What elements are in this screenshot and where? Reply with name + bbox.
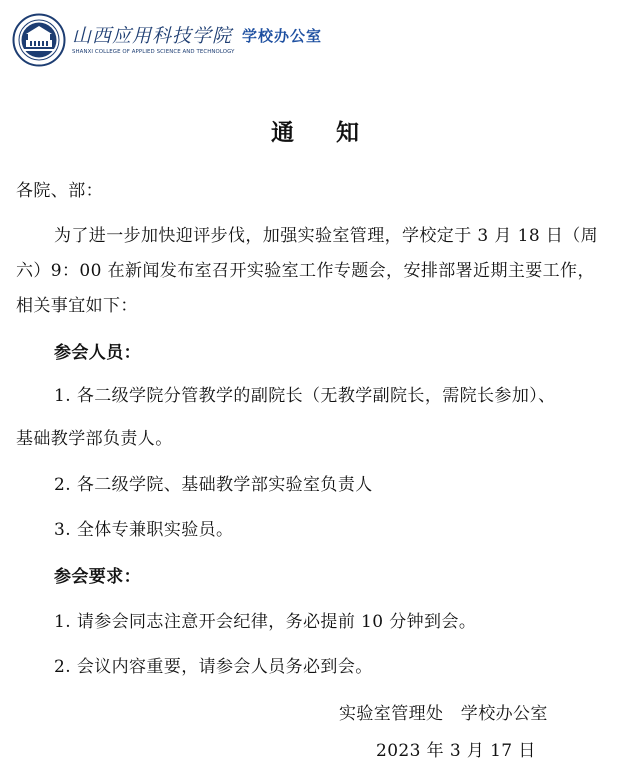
notice-title bbox=[0, 114, 632, 147]
attendees-heading: 参会人员： bbox=[54, 343, 141, 363]
body-line-1: 为了进一步加快迎评步伐，加强实验室管理，学校定于 3 月 18 日（周 bbox=[54, 226, 599, 246]
body-line-2: 六）9：00 在新闻发布室召开实验室工作专题会，安排部署近期主要工作， bbox=[16, 261, 595, 281]
body-line-3: 相关事宜如下： bbox=[16, 296, 138, 316]
attendees-item-1: 1. 各二级学院分管教学的副院长（无教学副院长，需院长参加）、 bbox=[54, 386, 556, 406]
school-name-cn: 山西应用科技学院 bbox=[72, 25, 233, 47]
notice-date: 2023 年 3 月 17 日 bbox=[376, 741, 536, 761]
requirements-item-2: 2. 会议内容重要，请参会人员务必到会。 bbox=[54, 657, 373, 677]
school-name-en: SHANXI COLLEGE OF APPLIED SCIENCE AND TECHNOLOGY bbox=[72, 49, 235, 55]
requirements-item-1: 1. 请参会同志注意开会纪律，务必提前 10 分钟到会。 bbox=[54, 612, 477, 632]
notice-title-part2: 知 bbox=[336, 119, 361, 146]
requirements-heading: 参会要求： bbox=[54, 567, 141, 587]
school-seal-icon bbox=[12, 13, 66, 67]
attendees-item-1-cont: 基础教学部负责人。 bbox=[16, 429, 173, 449]
brand-block bbox=[72, 25, 322, 55]
page-header bbox=[12, 12, 322, 68]
notice-title-part1: 通 bbox=[271, 119, 296, 146]
attendees-item-2: 2. 各二级学院、基础教学部实验室负责人 bbox=[54, 475, 373, 495]
brand-row bbox=[72, 25, 322, 47]
signature: 实验室管理处 学校办公室 bbox=[339, 704, 548, 724]
office-name: 学校办公室 bbox=[242, 27, 323, 45]
salutation: 各院、部： bbox=[16, 181, 103, 201]
attendees-item-3: 3. 全体专兼职实验员。 bbox=[54, 520, 234, 540]
